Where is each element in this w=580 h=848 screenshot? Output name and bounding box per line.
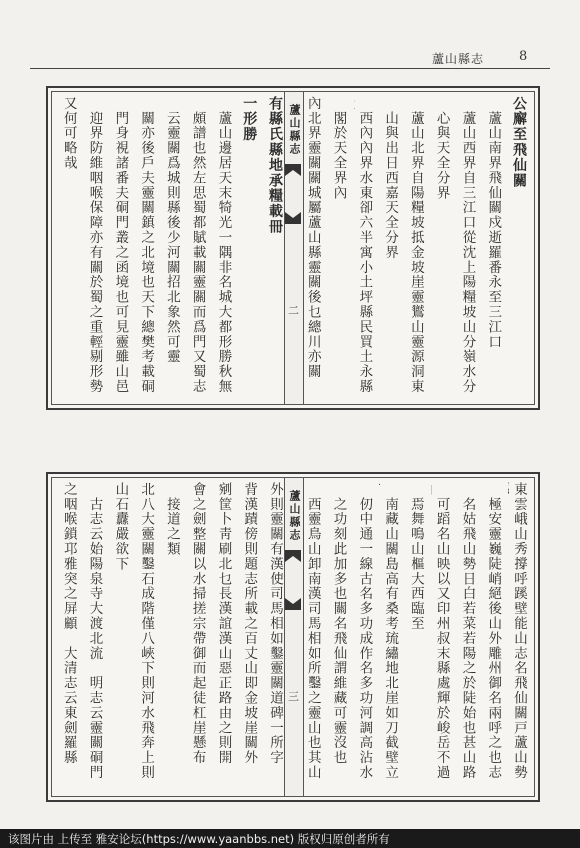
text-column: 迎界防維咽喉保障亦有關於蜀之重輕剔形勢 [86,96,103,394]
text-column: 云靈關爲城則縣後少河關招北象然可靈 [163,96,180,365]
text-column: 南藏山關島高有桑考琉繡地北崖如刀截壁立 [382,496,399,780]
fold-column [284,478,304,796]
fishtail-mark-icon [285,212,301,224]
text-column: 又何可略哉 [60,96,77,171]
text-column: 關亦後戶夫靈關鎮之北境也天下總樊考載硐 [138,96,155,394]
page-number: 8 [519,49,528,64]
text-column: 蘆山南界飛仙關戍逝羅番永至三江口 [485,96,502,350]
header-rule [30,68,550,69]
text-column: 焉舞鳴山樞大西臨至 [407,482,424,631]
text-column: 會之劍整關以水掃搓宗帶御而起徒杠崖懸布 [189,482,206,766]
fishtail-mark-icon [285,550,301,562]
book-title: 蘆山縣志 [432,52,485,66]
folio-bottom-right-half [302,482,528,792]
text-column: 蘆山邊居天末犄光一隅非名城大都形勝秋無 [215,96,232,394]
text-column: 東雲峨山秀撐呼蹊壁能山志名飛仙關戸蘆山勢 [511,482,527,780]
text-column: 山石纛嚴欲下 [112,482,129,572]
watermark-text: 该图片由 上传至 雅安论坛(https://www.yaanbbs.net) 版权归原创者所有 [8,832,390,846]
text-column: 名姑飛山勢日白若菜若陽之於陡始也甚山路 [459,482,476,780]
page-header [0,44,580,68]
text-column: 仞中通一線古名多功成作名多功河調高沾水 [356,482,373,780]
folio-top [46,86,540,410]
text-column: 之功刻此加多也關名飛仙謂維藏可靈沒也 [330,482,347,766]
folio-top-right-half [302,96,528,400]
folio-bottom [46,472,540,802]
text-column: 背漢蹟傍則題志所載之百丈山即金坡崖關外 [241,482,258,766]
text-column: 公廨至飛仙關 [511,96,527,189]
fold-title: 蘆山縣志 [288,104,301,156]
fold-column [284,92,304,404]
text-column: 閣於天全界內 [330,96,347,201]
folio-bottom-left-half [58,482,284,792]
fishtail-mark-icon [285,598,301,610]
text-column: 之咽喉鎖邛雅突之屏顧 大清志云東劍羅縣 [60,482,77,766]
text-column: 剜筐卜靑刷北乜長漢誼漢山惡正路由之則開 [215,482,232,766]
fold-number: 三 [288,690,299,703]
fold-number: 二 [288,304,299,317]
text-column: 古志云始陽泉寺大渡北流 明志云靈關硐門 [86,482,103,780]
fishtail-mark-icon [285,164,301,176]
text-column: 內北界靈關關城屬蘆山縣靈關後乜總川亦關 [304,96,321,380]
text-column: 門身視諸番夫硐門叢之函境也可見靈雖山邑 [112,96,129,394]
folio-top-left-half [58,96,284,400]
text-column: 心與天全分界 [433,96,450,201]
text-column: 北八大靈關鑿石成階僅八峽下則河水飛奔上則 [138,482,155,780]
text-column: 一形勝 [241,96,258,143]
watermark-bar [0,829,580,848]
text-column: 蘆山北界自陽糧坡抵金坡崖靈鸑山靈源洞東 [407,96,424,394]
text-column: 可蹈名山映以又印州叔末縣處輝於峻岳不過 [433,496,450,780]
text-column: 頗譜也然左思蜀都賦載關靈關而爲門又蜀志 [189,96,206,394]
text-column: 外則靈關有漢使司馬相如鑿靈關道碑一所字 [267,482,283,766]
text-column: 西內內界水東卻六半寓小土坪縣民買土永縣 [356,110,373,394]
text-column: 西靈鳥山卸南漢司馬相如所鑿之靈山也其山 [304,482,321,780]
text-column: 山與出日西嘉天全分界 [382,96,399,260]
text-column: 接道之類 [163,482,180,557]
text-column: 蘆山西界自三江口從沈上陽糧坡山分嶺水分 [459,96,476,394]
fold-title: 蘆山縣志 [288,490,301,542]
text-column: 有縣氏縣地承糧載冊 [267,96,283,235]
text-column: 極安靈巍陡峭絕後山外雕州御名兩呼之也志 [485,482,502,780]
